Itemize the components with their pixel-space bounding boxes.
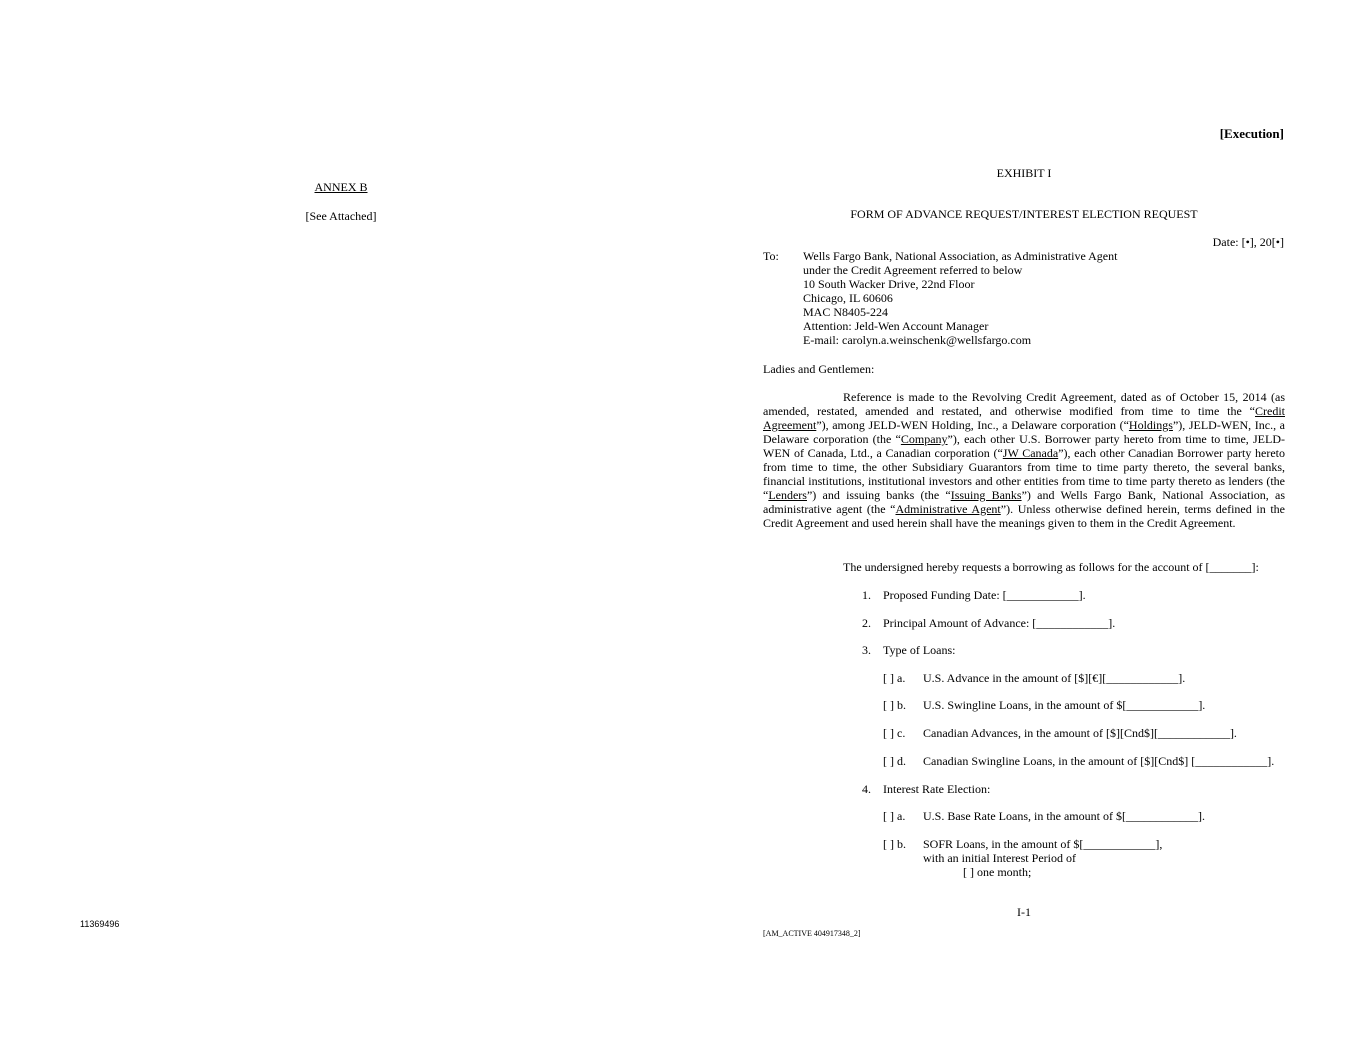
exhibit-title: EXHIBIT I — [996, 166, 1052, 180]
to-label: To: — [763, 249, 779, 263]
right-document-id: [AM_ACTIVE 404917348_2] — [763, 929, 861, 938]
proposed-funding-date-field: Proposed Funding Date: [____________]. — [883, 588, 1086, 602]
checkbox-us-swingline: [ ] b. — [883, 698, 906, 712]
form-title: FORM OF ADVANCE REQUEST/INTEREST ELECTION REQUEST — [850, 207, 1198, 221]
intro-text: ”). Unless otherwise defined herein, terms defined in the Credit Agreement and used herein shall have the meanings given to them in the Credit Agreement. — [763, 502, 1285, 530]
date-line: Date: [•], 20[•] — [1212, 235, 1284, 249]
annex-title: ANNEX B — [314, 180, 368, 194]
checkbox-us-advance: [ ] a. — [883, 671, 906, 685]
borrowing-request-line: The undersigned hereby requests a borrowing as follows for the account of [_______]: — [843, 560, 1259, 574]
option-us-base-rate: U.S. Base Rate Loans, in the amount of $[____________]. — [923, 809, 1205, 823]
intro-text: ”), among JELD-WEN Holding, Inc., a Delaware corporation (“ — [816, 418, 1129, 432]
intro-text: ”), each other U.S. Borrower party hereto from time to time, JELD-WEN of Canada, Ltd., a Canadian corporation (“ — [763, 432, 1285, 460]
intro-paragraph — [763, 390, 1285, 530]
item-number: 1. — [862, 588, 871, 602]
address-line: under the Credit Agreement referred to below — [803, 263, 1023, 277]
address-line: MAC N8405-224 — [803, 305, 889, 319]
interest-rate-election-heading: Interest Rate Election: — [883, 782, 991, 796]
defined-term-credit-agreement: Credit Agreement — [763, 404, 1285, 432]
option-sofr-loans: SOFR Loans, in the amount of $[____________], — [923, 837, 1163, 851]
defined-term-company: Company — [900, 432, 948, 446]
option-canadian-swingline: Canadian Swingline Loans, in the amount of [$][Cnd$] [____________]. — [923, 754, 1275, 768]
address-line: Attention: Jeld-Wen Account Manager — [803, 319, 989, 333]
defined-term-administrative-agent: Administrative Agent — [895, 502, 1001, 516]
defined-term-jw-canada: JW Canada — [1002, 446, 1059, 460]
defined-term-holdings: Holdings — [1128, 418, 1173, 432]
intro-text: ”), JELD-WEN, Inc., a Delaware corporation (the “ — [763, 418, 1285, 446]
recipient-address — [803, 249, 1117, 347]
address-line: 10 South Wacker Drive, 22nd Floor — [803, 277, 975, 291]
execution-label: [Execution] — [1219, 126, 1284, 141]
checkbox-one-month: [ ] one month; — [963, 865, 1032, 879]
type-of-loans-heading: Type of Loans: — [883, 643, 956, 657]
item-number: 3. — [862, 643, 871, 657]
checkbox-canadian-swingline: [ ] d. — [883, 754, 906, 768]
checkbox-us-base-rate: [ ] a. — [883, 809, 906, 823]
intro-text: ”) and issuing banks (the “ — [806, 488, 951, 502]
option-us-swingline: U.S. Swingline Loans, in the amount of $[____________]. — [923, 698, 1206, 712]
option-canadian-advances: Canadian Advances, in the amount of [$][Cnd$][____________]. — [923, 726, 1237, 740]
interest-period-line: with an initial Interest Period of — [923, 851, 1076, 865]
principal-amount-field: Principal Amount of Advance: [____________]. — [883, 616, 1116, 630]
defined-term-lenders: Lenders — [768, 488, 807, 502]
intro-text: Reference is made to the Revolving Credit Agreement, dated as of October 15, 2014 (as amended, restated, amended and restated, and otherwise modified from time to time the “ — [763, 390, 1285, 418]
page-number: I-1 — [1017, 905, 1031, 919]
intro-text: ”) and Wells Fargo Bank, National Association, as administrative agent (the “ — [763, 488, 1285, 516]
see-attached-note: [See Attached] — [305, 209, 377, 223]
address-line-email: E-mail: carolyn.a.weinschenk@wellsfargo.com — [803, 333, 1032, 347]
address-line: Wells Fargo Bank, National Association, as Administrative Agent — [803, 249, 1118, 263]
item-number: 2. — [862, 616, 871, 630]
intro-text: ”), each other Canadian Borrower party hereto from time to time, the other Subsidiary Guarantors from time to time party thereto, the several banks, financial institutions, institutional investors and other entities from time to time party thereto as lenders (the “ — [763, 446, 1285, 502]
checkbox-canadian-advances: [ ] c. — [883, 726, 906, 740]
left-document-id: 11369496 — [80, 919, 120, 929]
address-line: Chicago, IL 60606 — [803, 291, 893, 305]
defined-term-issuing-banks: Issuing Banks — [950, 488, 1022, 502]
item-number: 4. — [862, 782, 871, 796]
option-us-advance: U.S. Advance in the amount of [$][€][____________]. — [923, 671, 1186, 685]
checkbox-sofr-loans: [ ] b. — [883, 837, 906, 851]
salutation: Ladies and Gentlemen: — [763, 362, 875, 376]
